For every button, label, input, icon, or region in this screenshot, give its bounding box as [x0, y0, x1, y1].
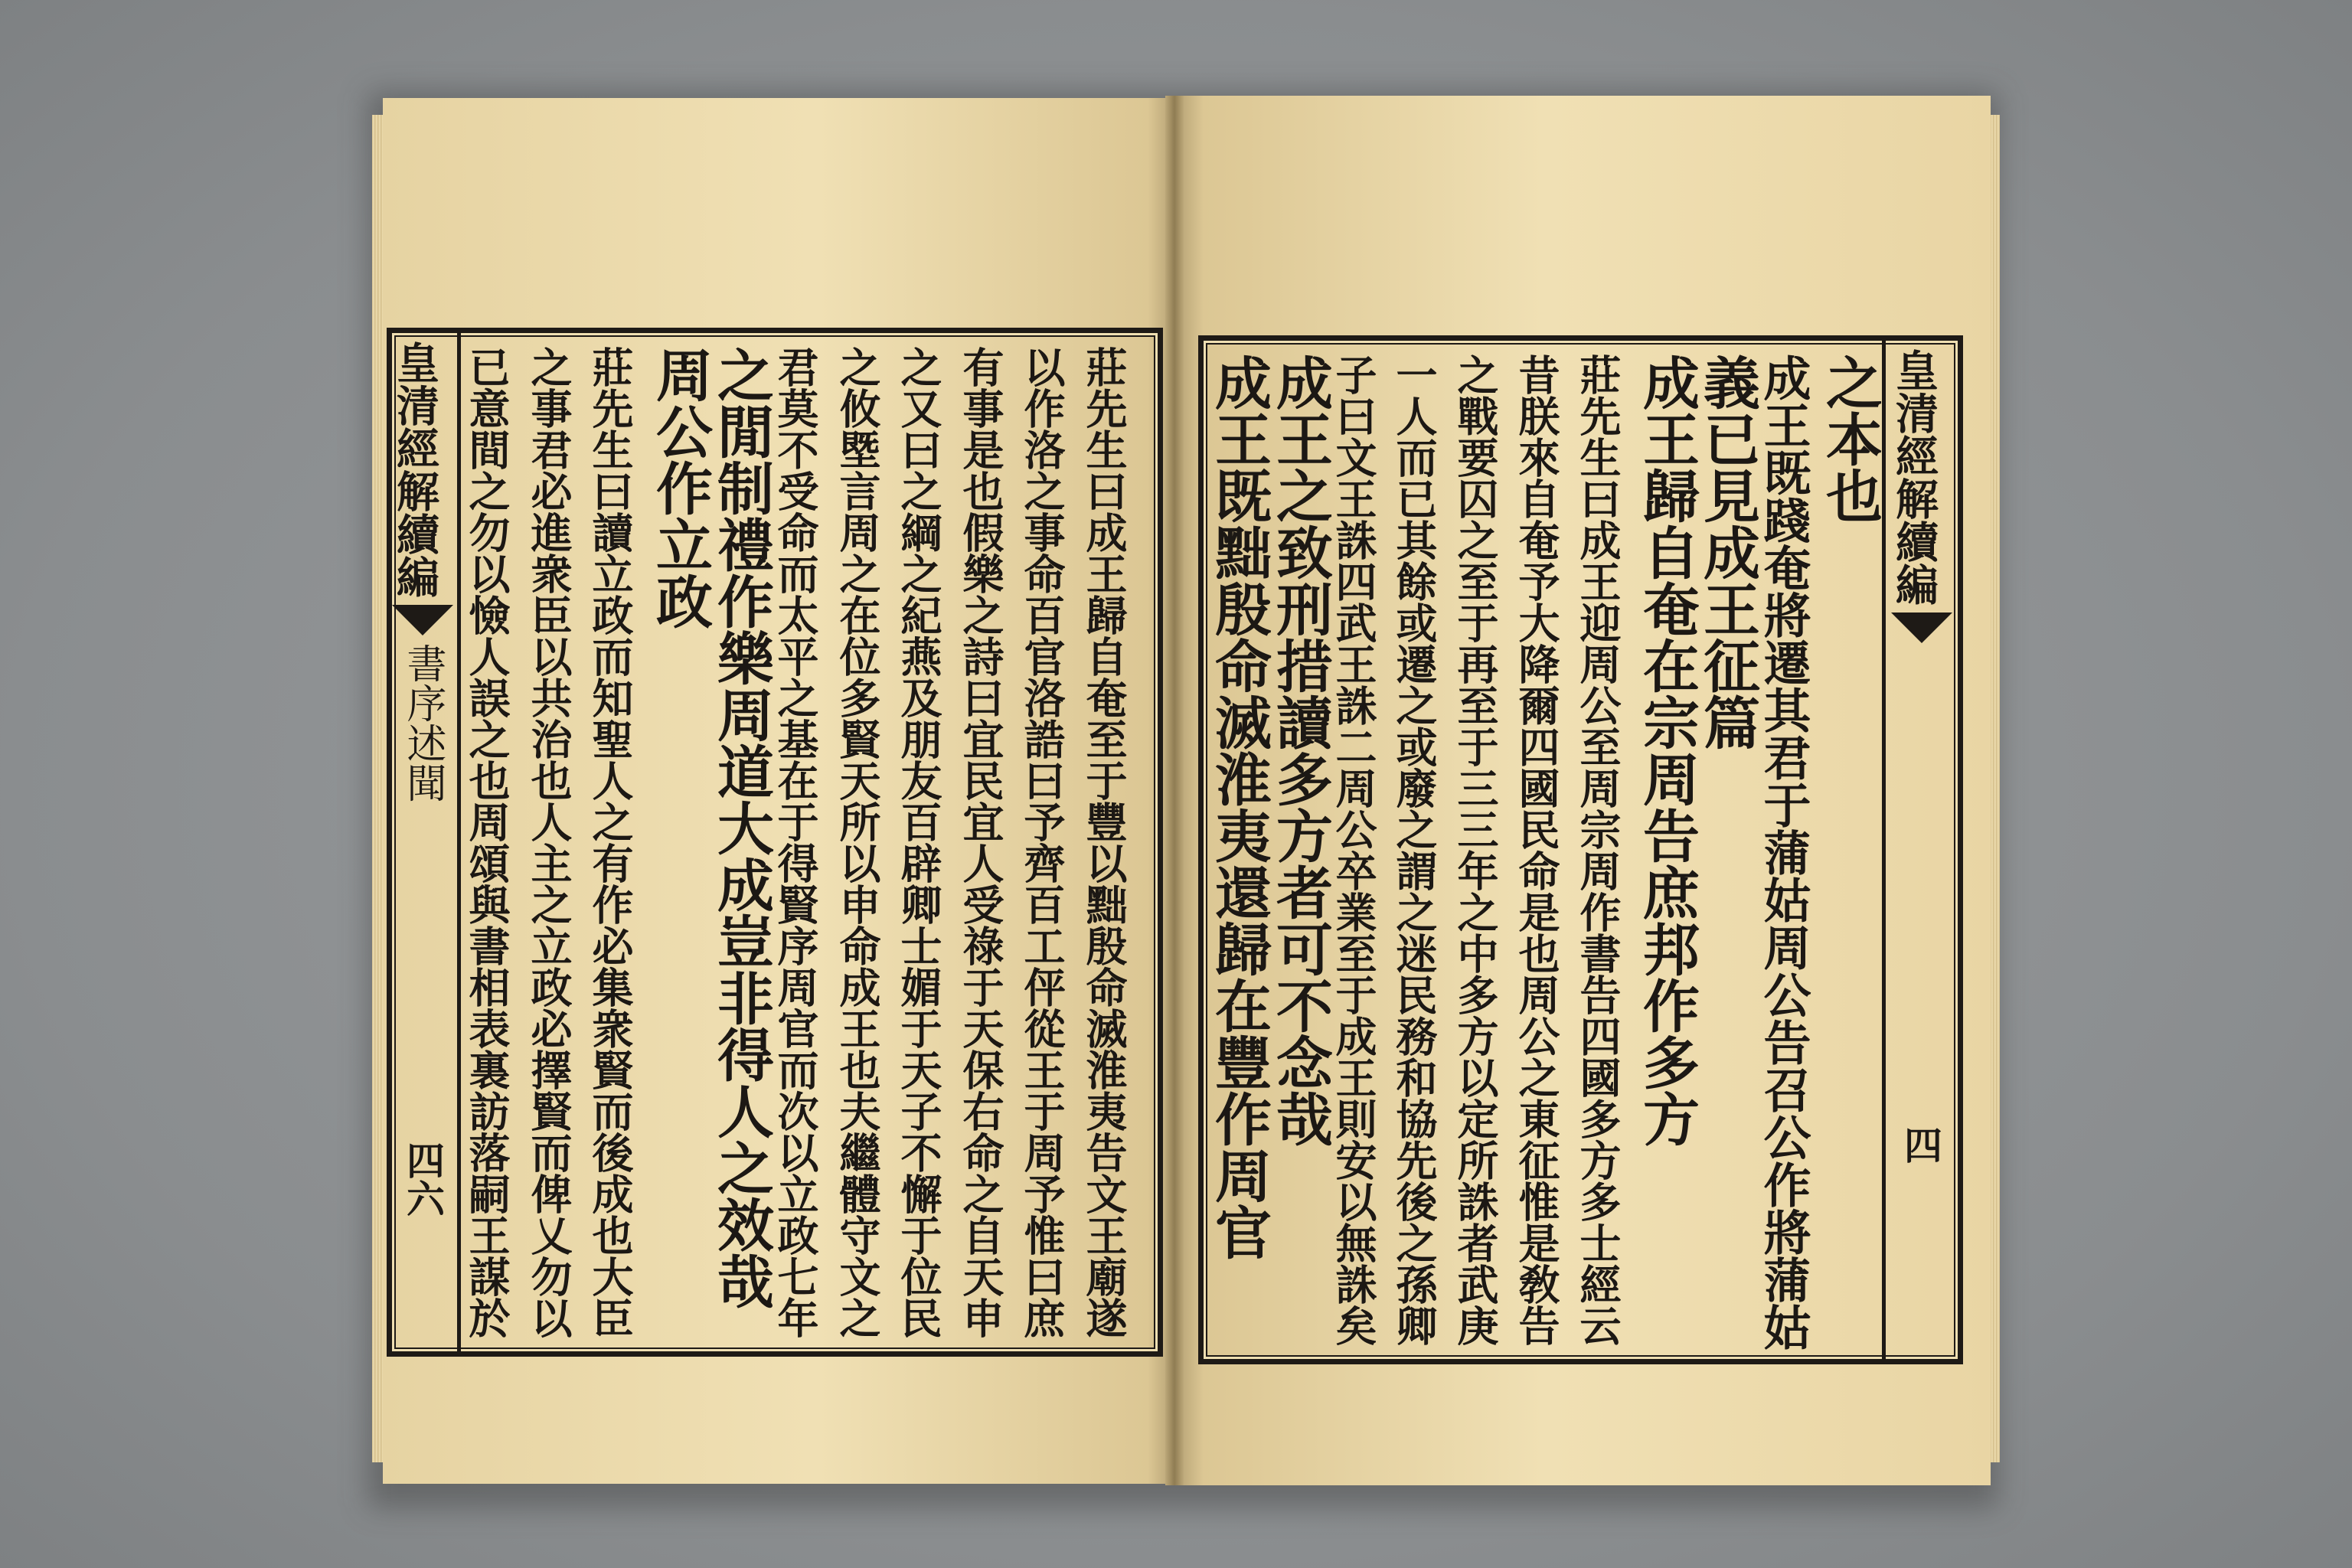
left-page-number: 四六 — [400, 1141, 446, 1217]
left-col-11: 已意間之勿以憸人誤之也周頌與書相表裏訪落嗣王謀於 — [462, 346, 511, 1338]
left-col-3: 有事是也假樂之詩曰宜民宜人受祿于天保右命之自天申 — [956, 346, 1005, 1338]
right-col-2: 成王既踐奄將遷其君于蒲姑周公告召公作將蒲姑 — [1756, 354, 1811, 1351]
book-gutter — [1165, 96, 1184, 1485]
right-col-1: 之本也 — [1817, 354, 1883, 524]
left-col-9: 莊先生曰讀立政而知聖人之有作必集衆賢而後成也大臣 — [586, 346, 635, 1338]
fish-tail-mark — [392, 605, 453, 635]
right-margin-title: 皇清經解續編 — [1889, 348, 1939, 606]
right-col-6: 昔朕來自奄予大降爾四國民命是也周公之東征惟是敎告 — [1512, 354, 1561, 1346]
right-col-10: 成王之致刑措讀多方者可不念哉 — [1267, 354, 1333, 1147]
left-col-5: 之攸塈言周之在位多賢天所以申命成王也夫繼體守文之 — [833, 346, 882, 1338]
left-col-6: 君莫不受命而太平之基在于得賢序周官而次以立政七年 — [771, 346, 820, 1338]
left-col-10: 之事君必進衆臣以共治也人主之立政必擇賢而俾乂勿以 — [524, 346, 573, 1338]
left-col-8: 周公作立政 — [647, 346, 713, 629]
right-col-8: 一人而已其餘或遷之或廢之謂之迷民務和協先後之孫卿 — [1390, 354, 1439, 1346]
left-margin-section: 書序述聞 — [400, 643, 446, 802]
right-col-4: 成王歸自奄在宗周告庶邦作多方 — [1634, 354, 1700, 1147]
left-margin-title: 皇清經解續編 — [390, 341, 440, 598]
left-col-4: 之又曰之綱之紀燕及朋友百辟卿士媚于天子不懈于位民 — [894, 346, 943, 1338]
right-col-3: 義已見成王征篇 — [1694, 354, 1760, 750]
left-col-1: 莊先生曰成王歸自奄至于豐以黜殷命滅淮夷告文王廟遂 — [1080, 346, 1129, 1338]
right-col-11: 成王既黜殷命滅淮夷還歸在豐作周官 — [1206, 354, 1272, 1260]
right-page-number: 四 — [1898, 1125, 1943, 1164]
left-col-2: 以作洛之事命百官洛誥曰予齊百工伻從王于周予惟曰庶 — [1018, 346, 1067, 1338]
right-col-9: 子曰文王誅四武王誅二周公卒業至于成王則安以無誅矣 — [1329, 354, 1378, 1346]
left-col-7: 之閒制禮作樂周道大成豈非得人之效哉 — [708, 346, 774, 1309]
right-col-5: 莊先生曰成王迎周公至周宗周作書告四國多方多士經云 — [1573, 354, 1622, 1346]
fish-tail-mark — [1891, 612, 1952, 643]
right-col-7: 之戰要囚之至于再至于三三年之中多方以定所誅者武庚 — [1451, 354, 1500, 1346]
